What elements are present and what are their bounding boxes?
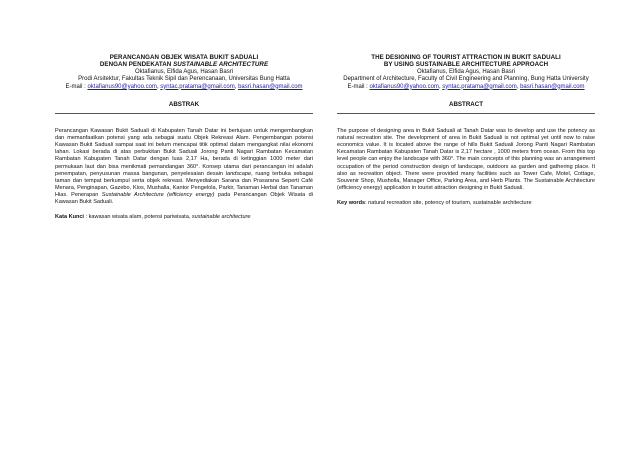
indonesian-authors: Oktafianus, Elfida Agus, Hasan Basri — [134, 68, 234, 75]
email-link-3[interactable]: basri.hasan@gmail.com — [520, 83, 585, 90]
indonesian-title-line1: PERANCANGAN OBJEK WISATA BUKIT SADUALI — [109, 54, 259, 61]
indonesian-title-line2-italic: SUSTAINABLE ARCHITECTURE — [173, 61, 269, 69]
email-link-1[interactable]: oktafianus90@yahoo.com — [369, 83, 439, 90]
indonesian-email-label: E-mail : — [65, 83, 88, 90]
email-link-3[interactable]: basri.hasan@gmail.com — [238, 83, 303, 90]
abstract-part-c: , ruang terbuka sebagai taman dan tempat berkumpul serta objek rekreasi. Menyediakan Sarana dan Prasarana Seperti Café Menara, Penginapan, Gazebo, Kios, Mushalla, Kantor Pengelola, Parkir, Tanaman Herbal dan Tanaman Hias. Penerapan — [55, 170, 313, 198]
email-link-2[interactable]: syntac.pratama@gmail.com — [442, 83, 517, 90]
key-words-label: Key words — [337, 199, 366, 206]
indonesian-keywords — [55, 214, 313, 221]
english-affiliation: Department of Architecture, Faculty of Civil Engineering and Planning, Bung Hatta University — [343, 76, 589, 83]
email-link-1[interactable]: oktafianus90@yahoo.com — [87, 83, 157, 90]
indonesian-column — [55, 54, 313, 221]
indonesian-header — [55, 54, 313, 114]
abstract-part-b: landscape — [225, 170, 252, 177]
english-abstract: The purpose of designing area in Bukit Saduali at Tanah Datar was to develop and use the potency as natural recreation site. The development of area in Bukit Saduali is not optimal yet until now to raise economics value. It is located above the range of hills Bukit Saduali Jorong Panti Nagari Rambatan Kecamatan Rambatan Kabupaten Tanah Datar is 2,17 hectare , 1000 meters from ocean. From this top level people can enjoy the landscape with 360°. The main concepts of this planning was an arrangement occupation of the period construction design of landscape, outdoors as garden and gathering place. It also as recreation object. There were provided many facilities such as Tower Cafe, Motel, Cottage, Souvenir Shop, Musholla, Manager Office, Parking Area, and Herb Plants. The Sustainable Architecture (efficiency energy) application in tourist attraction designing in Bukit Saduali. — [337, 128, 595, 191]
abstrak-heading: ABSTRAK — [168, 101, 200, 109]
abstract-part-d: Sustainable Architecture (efficiency energy) — [101, 191, 215, 198]
abstract-part-e: pada Perancangan Objek Wisata di Kawasan Bukit Saduali. — [55, 191, 313, 205]
indonesian-title-line2-prefix: DENGAN PENDEKATAN — [99, 61, 174, 69]
indonesian-divider — [55, 113, 313, 114]
indonesian-title — [55, 54, 313, 69]
english-title-line1: THE DESIGNING OF TOURIST ATTRACTION IN BUKIT SADUALI — [371, 54, 561, 61]
english-divider — [337, 113, 595, 114]
indonesian-abstract — [55, 128, 313, 206]
abstract-part-a: Perancangan Kawasan Bukit Saduali di Kabupaten Tanah Datar ini bertujuan untuk mengembangkan dan memanfaatkan potensi yang ada sebagai suatu Objek Rekreasi Alam. Pengembangan potensi Kawasan Bukit Saduali sampai saat ini belum mencapai titik optimal dalam mengangkat nilai ekonomi lahan. Lokasi berada di atas perbukitan Bukit Saduali Jorong Panti Nagari Rambatan Kecamatan Rambatan Kabupaten Tanah Datar dengan luas 2,17 Ha, berada di ketinggian 1000 meter dari permukaan laut dan bisa menikmati pemandangan 360°. Konsep utama dari perancangan ini adalah penempatan, penyusunan massa bangunan, penyelesaian desain — [55, 128, 313, 177]
key-words-text: : natural recreation site, potency of tourism, sustainable architecture — [365, 199, 532, 206]
email-link-2[interactable]: syntac.pratama@gmail.com — [160, 83, 235, 90]
indonesian-title-line2 — [55, 61, 313, 68]
english-title-line2: BY USING SUSTAINABLE ARCHITECTURE APPROACH — [383, 61, 549, 69]
english-title — [337, 54, 595, 69]
english-email-line: E-mail : oktafianus90@yahoo.com, syntac.pratama@gmail.com, basri.hasan@gmail.com — [347, 83, 585, 90]
english-authors: Oktafianus, Elfida Agus, Hasan Basri — [416, 68, 516, 75]
keywords-italic: sustainable architecture — [191, 214, 251, 221]
english-keywords — [337, 200, 595, 207]
keywords-label: Kata Kunci — [55, 214, 84, 221]
indonesian-email-line: E-mail : oktafianus90@yahoo.com, syntac.pratama@gmail.com, basri.hasan@gmail.com — [65, 83, 303, 90]
keywords-text: : kawasan wisata alam, potensi pariwisata, — [83, 214, 192, 221]
indonesian-affiliation: Prodi Arsitektur, Fakultas Teknik Sipil dan Perencanaan, Universitas Bung Hatta — [78, 76, 290, 83]
abstract-heading: ABSTRACT — [448, 101, 484, 109]
english-email-label: E-mail : — [347, 83, 370, 90]
english-column — [337, 54, 595, 207]
english-header — [337, 54, 595, 114]
